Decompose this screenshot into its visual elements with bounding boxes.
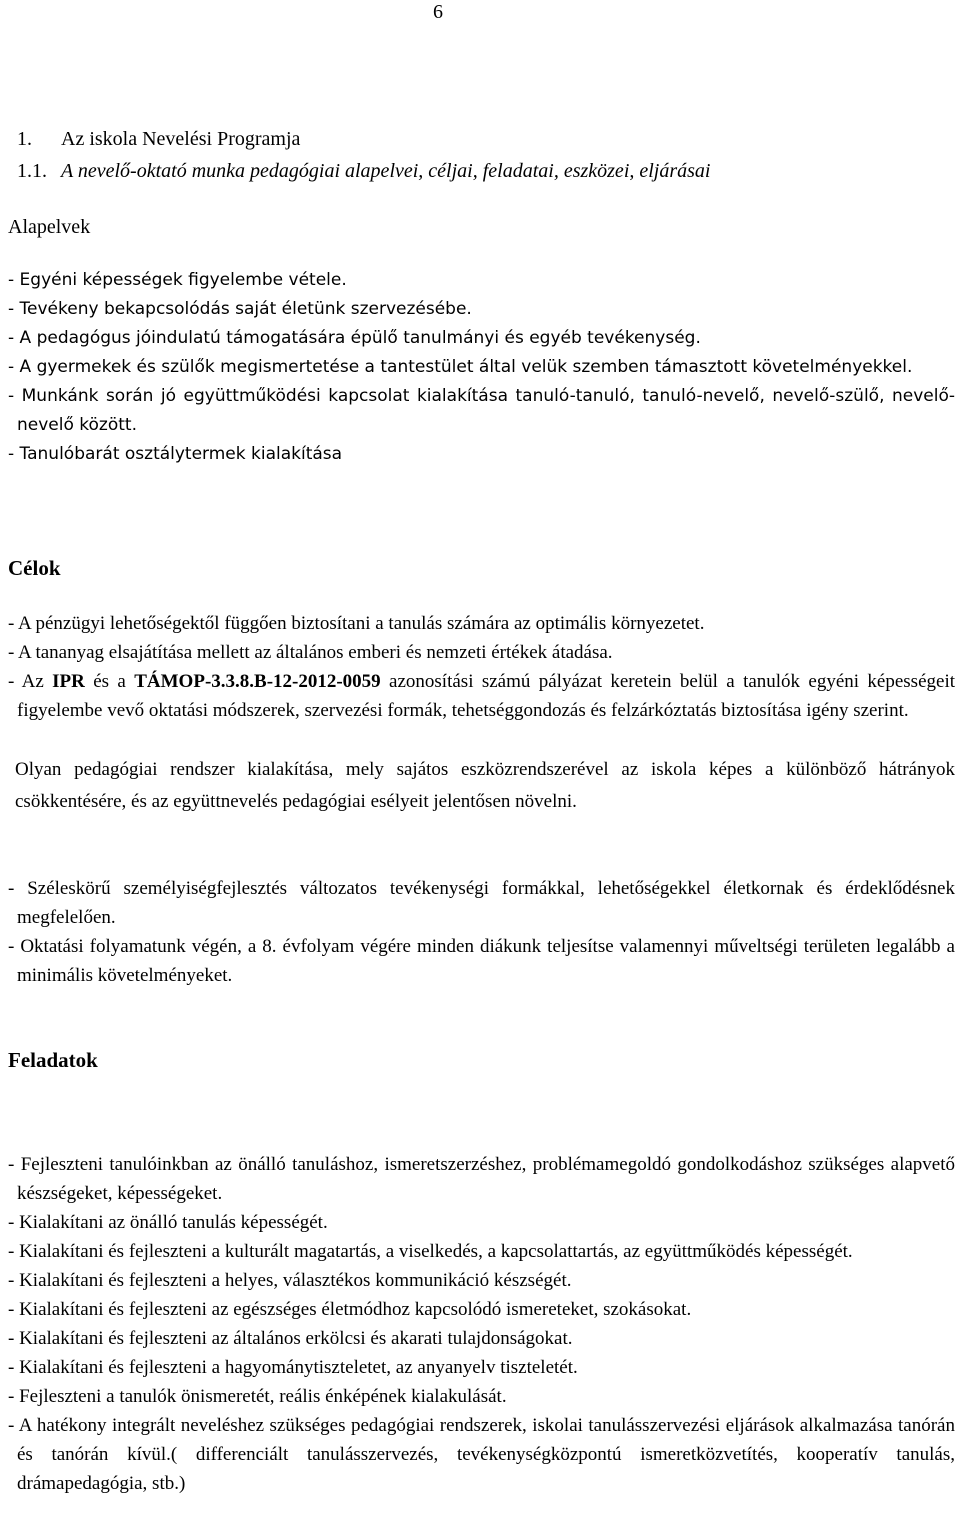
celok-list <box>8 609 955 725</box>
ipr-middle: és a <box>84 671 135 692</box>
heading-2 <box>17 157 710 185</box>
list-item: - A pénzügyi lehetőségektől függően biztosítani a tanulás számára az optimális környezetet. <box>8 613 705 634</box>
feladatok-heading: Feladatok <box>8 1048 98 1072</box>
heading-2-title: A nevelő-oktató munka pedagógiai alapelvei, céljai, feladatai, eszközei, eljárásai <box>61 160 711 182</box>
ipr-label: IPR <box>52 671 85 692</box>
celok-heading: Célok <box>8 556 61 580</box>
list-item: - Kialakítani és fejleszteni a hagyománytiszteletet, az anyanyelv tiszteletét. <box>8 1357 578 1378</box>
list-item: - Kialakítani és fejleszteni a helyes, választékos kommunikáció készségét. <box>8 1270 572 1291</box>
ipr-prefix: - Az <box>8 671 53 692</box>
list-item: - Oktatási folyamatunk végén, a 8. évfolyam végére minden diákunk teljesítse valamennyi műveltségi területen legalább a minimális követelményeket. <box>8 936 955 986</box>
tamop-code: TÁMOP-3.3.8.B-12-2012-0059 <box>134 671 381 692</box>
list-item: - Széleskörű személyiségfejlesztés változatos tevékenységi formákkal, lehetőségekkel életkornak és érdeklődésnek megfelelően. <box>8 878 955 928</box>
heading-1 <box>17 125 300 153</box>
celok-paragraph: Olyan pedagógiai rendszer kialakítása, mely sajátos eszközrendszerével az iskola képes a különböző hátrányok csökkentésére, és az együttnevelés pedagógiai esélyeit jelentősen növelni. <box>15 759 955 812</box>
list-item: - A tananyag elsajátítása mellett az általános emberi és nemzeti értékek átadása. <box>8 642 613 663</box>
heading-1-title: Az iskola Nevelési Programja <box>61 128 301 150</box>
heading-2-number: 1.1. <box>17 160 47 182</box>
list-item: - A gyermekek és szülők megismertetése a tantestület által velük szemben támasztott követelményekkel. <box>8 357 913 377</box>
list-item: - A pedagógus jóindulatú támogatására épülő tanulmányi és egyéb tevékenység. <box>8 328 701 348</box>
list-item: - A hatékony integrált neveléshez szükséges pedagógiai rendszerek, iskolai tanulásszervezési eljárások alkalmazása tanórán és tanórán kívül.( differenciált tanulásszervezés, tevékenységközpontú ismeretközvetítés, kooperatív tanulás, drámapedagógia, stb.) <box>8 1415 955 1494</box>
feladatok-list <box>8 1150 955 1498</box>
celok-list-2 <box>8 874 955 990</box>
heading-1-number: 1. <box>17 128 32 150</box>
list-item: - Fejleszteni a tanulók önismeretét, reális énképének kialakulását. <box>8 1386 507 1407</box>
alapelvek-heading: Alapelvek <box>8 216 91 238</box>
ipr-suffix: azonosítási számú pályázat keretein belül a tanulók egyéni képességeit figyelembe vevő oktatási módszerek, szervezési formák, tehetséggondozás és felzárkóztatás biztosítása igény szerint. <box>17 671 955 721</box>
list-item: - Kialakítani és fejleszteni a kulturált magatartás, a viselkedés, a kapcsolattartás, az együttműködés képességét. <box>8 1241 853 1262</box>
list-item: - Egyéni képességek figyelembe vétele. <box>8 270 347 290</box>
list-item: - Kialakítani az önálló tanulás képességét. <box>8 1212 328 1233</box>
list-item: - Tevékeny bekapcsolódás saját életünk szervezésébe. <box>8 299 472 319</box>
list-item: - Kialakítani és fejleszteni az általános erkölcsi és akarati tulajdonságokat. <box>8 1328 573 1349</box>
list-item: - Fejleszteni tanulóinkban az önálló tanuláshoz, ismeretszerzéshez, problémamegoldó gondolkodáshoz szükséges alapvető készségeket, képességeket. <box>8 1154 955 1204</box>
list-item-ipr <box>8 667 955 725</box>
list-item: - Kialakítani és fejleszteni az egészséges életmódhoz kapcsolódó ismereteket, szokásokat. <box>8 1299 692 1320</box>
page-number: 6 <box>433 1 443 23</box>
alapelvek-list <box>8 266 955 469</box>
list-item: - Tanulóbarát osztálytermek kialakítása <box>8 444 343 464</box>
list-item: - Munkánk során jó együttműködési kapcsolat kialakítása tanuló-tanuló, tanuló-nevelő, nevelő-szülő, nevelő-nevelő között. <box>8 386 955 435</box>
